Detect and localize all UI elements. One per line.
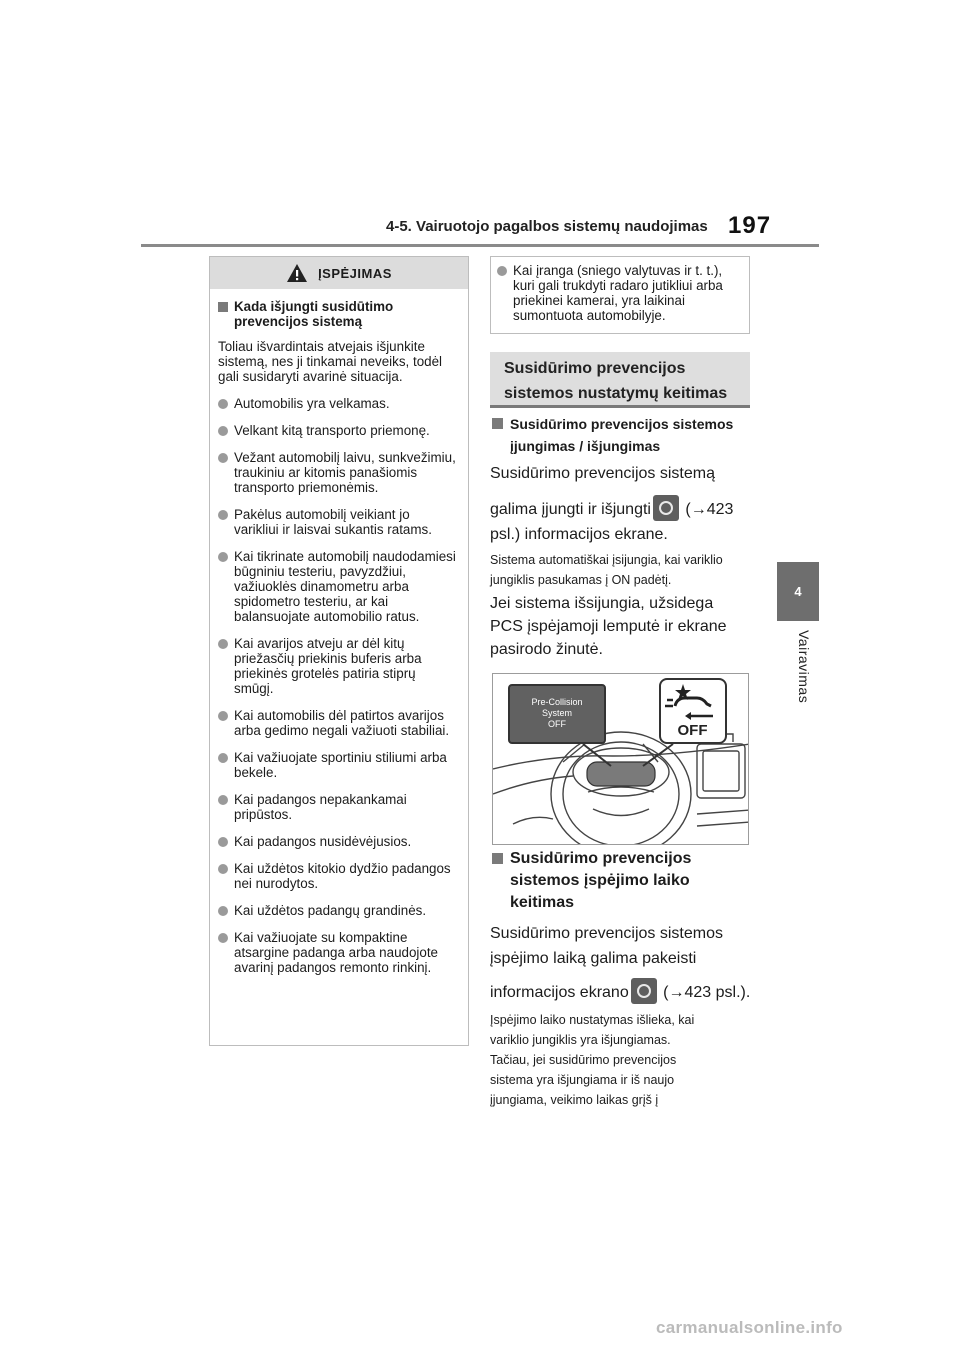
list-item-text: Velkant kitą transporto priemonę.: [234, 423, 430, 438]
warning-heading: ĮSPĖJIMAS: [318, 265, 392, 281]
page-reference: (→423: [680, 501, 734, 518]
list-item-text: Kai tikrinate automobilį naudodamiesi būgniniu testeriu, pavyzdžiui, važiuoklės dinamometru arba spidometro testeriu, ar kai balansuojate automobilio ratus.: [234, 549, 456, 624]
bullet-icon: [497, 266, 507, 276]
body-line: įspėjimo laiką galima pakeisti: [490, 950, 697, 967]
list-item-text: Vežant automobilį laivu, sunkvežimiu, traukiniu ar kitomis panašiomis transporto priemonėmis.: [234, 450, 456, 495]
list-item-text: Kai važiuojate sportiniu stiliumi arba bekele.: [234, 750, 447, 780]
square-bullet-icon: [492, 418, 503, 429]
body-text-span: informacijos ekrano: [490, 984, 629, 1001]
list-item: [218, 930, 458, 975]
warning-header: [210, 257, 468, 289]
list-item-text: Kai automobilis dėl patirtos avarijos arba gedimo negali važiuoti stabiliai.: [234, 708, 450, 738]
list-item: [218, 750, 458, 780]
bullet-icon: [218, 426, 228, 436]
header-title: 4-5. Vairuotojo pagalbos sistemų naudojimas: [386, 218, 708, 235]
section-banner-line: sistemos nustatymų keitimas: [504, 385, 728, 402]
page-reference: (→423 psl.).: [658, 984, 751, 1001]
small-line: Tačiau, jei susidūrimo prevencijos: [490, 1053, 677, 1067]
bullet-icon: [218, 639, 228, 649]
body-line: [490, 495, 760, 521]
subheading-on-off: [490, 413, 760, 457]
small-line: jungiklis pasukamas į ON padėtį.: [490, 573, 672, 587]
list-item: [218, 834, 458, 849]
chapter-label: Vairavimas: [796, 630, 812, 704]
body-line: pasirodo žinutė.: [490, 641, 603, 658]
subheading-line: Susidūrimo prevencijos sistemos: [510, 416, 734, 432]
body-line: PCS įspėjamoji lemputė ir ekrane: [490, 618, 727, 635]
list-item-text: Kai avarijos atveju ar dėl kitų priežasčių priekinis buferis arba priekinės grotelės patiria stiprų smūgį.: [234, 636, 422, 696]
list-item: [218, 636, 458, 696]
warning-intro: Toliau išvardintais atvejais išjunkite sistemą, nes ji tinkamai neveiks, todėl gali susidaryti avarinė situacija.: [218, 339, 443, 384]
subheading-line: įjungimas / išjungimas: [510, 438, 661, 454]
subheading-line: Susidūrimo prevencijos: [510, 850, 692, 867]
list-item-text: Pakėlus automobilį veikiant jo varikliui ir laisvai sukantis ratams.: [234, 507, 432, 537]
bullet-icon: [218, 753, 228, 763]
dashboard-illustration: [492, 673, 749, 845]
list-item: [218, 708, 458, 738]
bullet-icon: [218, 837, 228, 847]
list-item-text: Kai važiuojate su kompaktine atsargine padanga arba naudojote avarinį padangos remonto rinkinį.: [234, 930, 439, 975]
small-line: įjungiama, veikimo laikas grįš į: [490, 1093, 659, 1107]
list-item: [218, 549, 458, 624]
bullet-icon: [218, 795, 228, 805]
list-item-text: Kai uždėtos kitokio dydžio padangos nei nurodytos.: [234, 861, 451, 891]
small-line: Įspėjimo laiko nustatymas išlieka, kai: [490, 1013, 695, 1027]
bullet-icon: [218, 399, 228, 409]
bullet-icon: [218, 711, 228, 721]
body-line: Jei sistema išsijungia, užsidega: [490, 595, 714, 612]
section-banner-line: Susidūrimo prevencijos: [504, 360, 686, 377]
list-item-text: Kai padangos nusidėvėjusios.: [234, 834, 412, 849]
bullet-icon: [218, 453, 228, 463]
header-rule: [141, 244, 819, 247]
list-item: [218, 903, 458, 918]
bullet-icon: [218, 864, 228, 874]
section-banner: [490, 352, 750, 408]
warning-section-title: [218, 299, 458, 329]
body-line: psl.) informacijos ekrane.: [490, 526, 668, 543]
pcs-warning-light-icon: [661, 680, 724, 722]
warning-section-title-text: Kada išjungti susidūtimo prevencijos sistemą: [234, 299, 394, 329]
pcs-off-label: OFF: [677, 722, 708, 739]
list-item: [218, 450, 458, 495]
bullet-icon: [218, 552, 228, 562]
warning-box: [209, 256, 469, 1046]
pcs-panel-line: System: [541, 708, 572, 718]
list-item: [218, 792, 458, 822]
square-bullet-icon: [492, 853, 503, 864]
warning-list: [210, 396, 468, 975]
subheading-warning-timing: [490, 848, 760, 914]
pcs-off-indicator: [659, 678, 727, 744]
note-box: [490, 256, 750, 334]
list-item-text: Kai uždėtos padangų grandinės.: [234, 903, 427, 918]
small-line: variklio jungiklis yra išjungiamas.: [490, 1033, 671, 1047]
list-item: [218, 423, 458, 438]
subheading-line: keitimas: [510, 894, 575, 911]
small-line: sistema yra išjungiama ir iš naujo: [490, 1073, 675, 1087]
list-item: [218, 396, 458, 411]
pcs-panel-line: OFF: [548, 719, 566, 729]
settings-gear-icon: [653, 495, 679, 521]
list-item-text: Kai padangos nepakankamai pripūstos.: [234, 792, 407, 822]
warning-triangle-icon: [286, 263, 308, 283]
settings-gear-icon: [631, 978, 657, 1004]
bullet-icon: [218, 510, 228, 520]
bullet-icon: [218, 933, 228, 943]
body-line: Susidūrimo prevencijos sistemos: [490, 925, 723, 942]
chapter-tab: 4: [777, 562, 819, 621]
pcs-message-panel: [508, 684, 606, 744]
pcs-panel-line: Pre-Collision: [531, 697, 583, 707]
page-number: 197: [728, 212, 772, 239]
small-line: Sistema automatiškai įsijungia, kai variklio: [490, 553, 723, 567]
body-line: Susidūrimo prevencijos sistemą: [490, 465, 715, 482]
bullet-icon: [218, 906, 228, 916]
subheading-line: sistemos įspėjimo laiko: [510, 872, 690, 889]
body-text-span: galima įjungti ir išjungti: [490, 501, 651, 518]
body-line: [490, 978, 760, 1004]
square-bullet-icon: [218, 302, 228, 312]
watermark: carmanualsonline.info: [656, 1318, 843, 1337]
list-item: [218, 507, 458, 537]
note-text: Kai įranga (sniego valytuvas ir t. t.), kuri gali trukdyti radaro jutikliui arba priekinei kamerai, yra laikinai sumontuota automobilyje.: [513, 263, 723, 323]
list-item-text: Automobilis yra velkamas.: [234, 396, 390, 411]
list-item: [218, 861, 458, 891]
